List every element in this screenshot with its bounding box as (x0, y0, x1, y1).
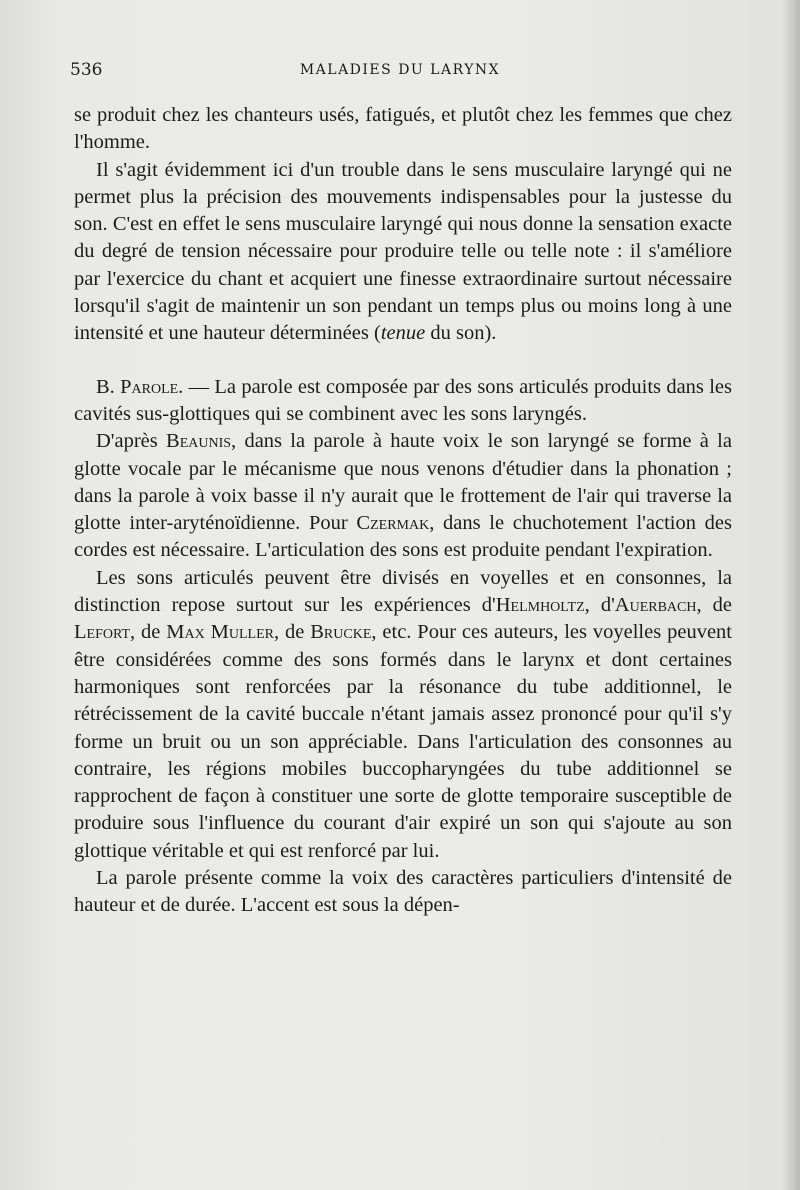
page-header (70, 60, 730, 86)
author-name: Helmholtz (495, 594, 585, 617)
section-parole: B. Parole. — La parole est composée par des sons articulés produits dans les cavités sus-glottiques qui se combinent avec les sons laryngés. (74, 375, 732, 425)
author-name: Auerbach (614, 594, 697, 617)
italic-term: tenue (380, 322, 426, 345)
author-name: Max Muller (166, 621, 274, 644)
page-number: 536 (70, 60, 103, 80)
running-title: MALADIES DU LARYNX (299, 62, 501, 78)
author-name: Lefort (74, 621, 131, 644)
paragraph-continuation: se produit chez les chanteurs usés, fatigués, et plutôt chez les femmes que chez l'homme. (74, 104, 732, 154)
paragraph-beaunis: D'après Beaunis, dans la parole à haute voix le son laryngé se forme à la glotte vocale par le mécanisme que nous venons d'étudier dans la phonation ; dans la parole à voix basse il n'y aurait que le frottement de l'air qui traverse la glotte inter-aryténoïdienne. Pour Czermak, dans le chuchotement l'action des cordes est nécessaire. L'articulation des sons est produite pendant l'expiration. (74, 430, 732, 562)
section-heading: B. Parole. (96, 375, 184, 398)
paragraph-articulated-sounds: Les sons articulés peuvent être divisés en voyelles et en consonnes, la distinction repose surtout sur les expériences d'Helmholtz, d'Auerbach, de Lefort, de Max Muller, de Brucke, etc. Pour ces auteurs, les voyelles peuvent être considérées comme des sons formés dans le larynx et dont certaines harmoniques sont renforcées par la résonance du tube additionnel, le rétrécissement de la cavité buccale n'étant jamais assez prononcé pour qu'il s'y forme un bruit ou un son appréciable. Dans l'articulation des consonnes au contraire, les régions mobiles buccopharyngées du tube additionnel se rapprochent de façon à constituer une sorte de glotte temporaire susceptible de produire sous l'influence du courant d'air expiré un son qui s'ajoute au son glottique véritable et qui est renforcé par lui. (74, 566, 732, 862)
author-name: Czermak (356, 512, 430, 535)
paragraph-intensity: La parole présente comme la voix des caractères particuliers d'intensité de hauteur et de durée. L'accent est sous la dépen- (74, 867, 732, 917)
page-edge-shadow (782, 0, 800, 1190)
paragraph-muscular-sense: Il s'agit évidemment ici d'un trouble dans le sens musculaire laryngé qui ne permet plus la précision des mouvements indispensables pour la justesse du son. C'est en effet le sens musculaire laryngé qui nous donne la sensation exacte du degré de tension nécessaire pour produire telle ou telle note : il s'améliore par l'exercice du chant et acquiert une finesse extraordinaire surtout nécessaire lorsqu'il s'agit de maintenir un son pendant un temps plus ou moins long à une intensité et une hauteur déterminées (tenue du son). (74, 158, 732, 345)
author-name: Beaunis (166, 430, 232, 453)
body-text (74, 102, 732, 920)
author-name: Brucke (310, 621, 372, 644)
